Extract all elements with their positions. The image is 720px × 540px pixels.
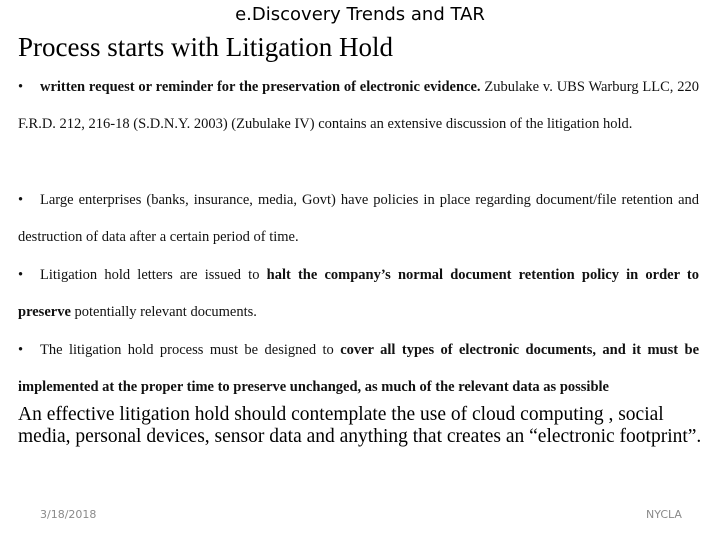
body-text: Zubulake v. UBS Warburg LLC, 220 F.R.D. 212, 216-18 (S.D.N.Y. 2003) (Zubulake IV) contains an extensive discussion of the litigation hold. (18, 79, 699, 132)
footer-org: NYCLA (646, 508, 682, 521)
slide-title: Process starts with Litigation Hold (18, 32, 393, 62)
bullet-paragraph (18, 332, 699, 406)
bullet-paragraph (18, 257, 699, 331)
bullet-marker: • (18, 267, 24, 283)
body-text: Litigation hold letters are issued to (40, 267, 267, 283)
bold-text: cover all types of electronic documents, and it must be implemented at the proper time to preserve unchanged, as much of the relevant data as possible (18, 342, 700, 395)
bullet-paragraph (18, 69, 699, 143)
bullet-marker: • (18, 79, 24, 95)
body-text: Large enterprises (banks, insurance, media, Govt) have policies in place regarding document/file retention and destruction of data after a certain period of time. (18, 192, 699, 245)
footer-date: 3/18/2018 (40, 508, 97, 521)
bold-text: halt the company’s normal document retention policy in order to preserve (18, 267, 700, 320)
bullet-paragraph (18, 182, 699, 256)
bullet-marker: • (18, 342, 24, 358)
body-text: The litigation hold process must be designed to (40, 342, 341, 358)
body-text: potentially relevant documents. (70, 304, 257, 320)
header-title: e.Discovery Trends and TAR (235, 4, 485, 25)
bullet-marker: • (18, 192, 24, 208)
closing-statement: An effective litigation hold should contemplate the use of cloud computing , social media, personal devices, sensor data and anything that creates an “electronic footprint”. (18, 404, 702, 447)
bold-text: written request or reminder for the preservation of electronic evidence. (40, 79, 481, 95)
